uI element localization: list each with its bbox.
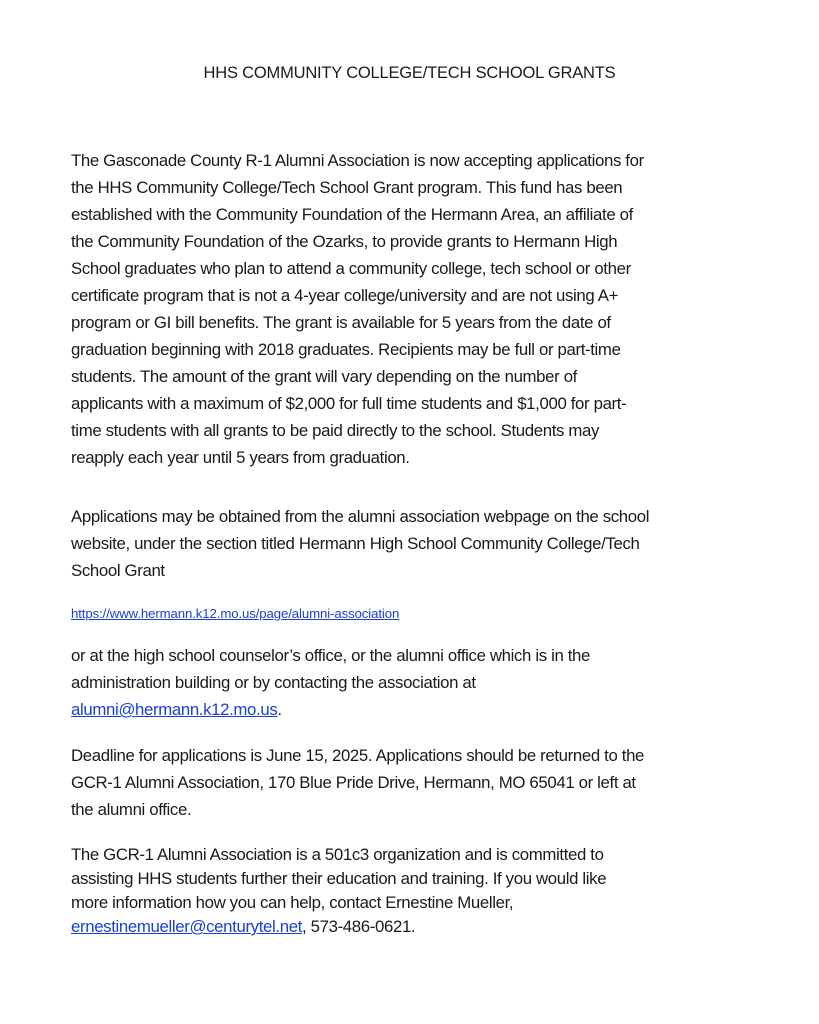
text-line bbox=[71, 696, 771, 723]
intro-paragraph bbox=[71, 147, 771, 471]
text-line: established with the Community Foundation of the Hermann Area, an affiliate of bbox=[71, 205, 633, 224]
text-line: more information how you can help, contact Ernestine Mueller, bbox=[71, 893, 514, 912]
text-line: students. The amount of the grant will vary depending on the number of bbox=[71, 367, 577, 386]
text-line: website, under the section titled Hermann High School Community College/Tech bbox=[71, 534, 640, 553]
text-line: reapply each year until 5 years from graduation. bbox=[71, 448, 410, 467]
text-line: Applications may be obtained from the alumni association webpage on the school bbox=[71, 507, 650, 526]
organization-paragraph bbox=[71, 843, 771, 939]
text-line: administration building or by contacting the association at bbox=[71, 673, 476, 692]
text-line: certificate program that is not a 4-year college/university and are not using A+ bbox=[71, 286, 619, 305]
text-line: Deadline for applications is June 15, 2025. Applications should be returned to the bbox=[71, 746, 645, 765]
text-line: applicants with a maximum of $2,000 for full time students and $1,000 for part- bbox=[71, 394, 627, 413]
text-line: the Community Foundation of the Ozarks, to provide grants to Hermann High bbox=[71, 232, 618, 251]
text-line: the alumni office. bbox=[71, 800, 192, 819]
text-line: School Grant bbox=[71, 561, 165, 580]
contact-email-link[interactable]: ernestinemueller@centurytel.net bbox=[71, 917, 302, 936]
deadline-paragraph bbox=[71, 742, 771, 823]
text-line: The Gasconade County R-1 Alumni Association is now accepting applications for bbox=[71, 151, 644, 170]
text-line: or at the high school counselor’s office, or the alumni office which is in the bbox=[71, 646, 591, 665]
email-suffix: . bbox=[277, 700, 282, 719]
website-link-container bbox=[71, 604, 399, 624]
text-line: GCR-1 Alumni Association, 170 Blue Pride Drive, Hermann, MO 65041 or left at bbox=[71, 773, 636, 792]
text-line: graduation beginning with 2018 graduates. Recipients may be full or part-time bbox=[71, 340, 621, 359]
alumni-email-link[interactable]: alumni@hermann.k12.mo.us bbox=[71, 700, 278, 719]
page-title: HHS COMMUNITY COLLEGE/TECH SCHOOL GRANTS bbox=[203, 64, 616, 82]
text-line: assisting HHS students further their education and training. If you would like bbox=[71, 869, 607, 888]
contact-paragraph bbox=[71, 642, 771, 723]
text-line bbox=[71, 915, 771, 939]
text-line: the HHS Community College/Tech School Grant program. This fund has been bbox=[71, 178, 623, 197]
applications-paragraph bbox=[71, 503, 771, 584]
text-line: time students with all grants to be paid directly to the school. Students may bbox=[71, 421, 600, 440]
text-line: The GCR-1 Alumni Association is a 501c3 organization and is committed to bbox=[71, 845, 604, 864]
text-line: School graduates who plan to attend a community college, tech school or other bbox=[71, 259, 631, 278]
text-line: program or GI bill benefits. The grant is available for 5 years from the date of bbox=[71, 313, 611, 332]
alumni-association-website-link[interactable]: https://www.hermann.k12.mo.us/page/alumni-association bbox=[71, 606, 400, 621]
phone-suffix: , 573-486-0621. bbox=[302, 917, 416, 936]
